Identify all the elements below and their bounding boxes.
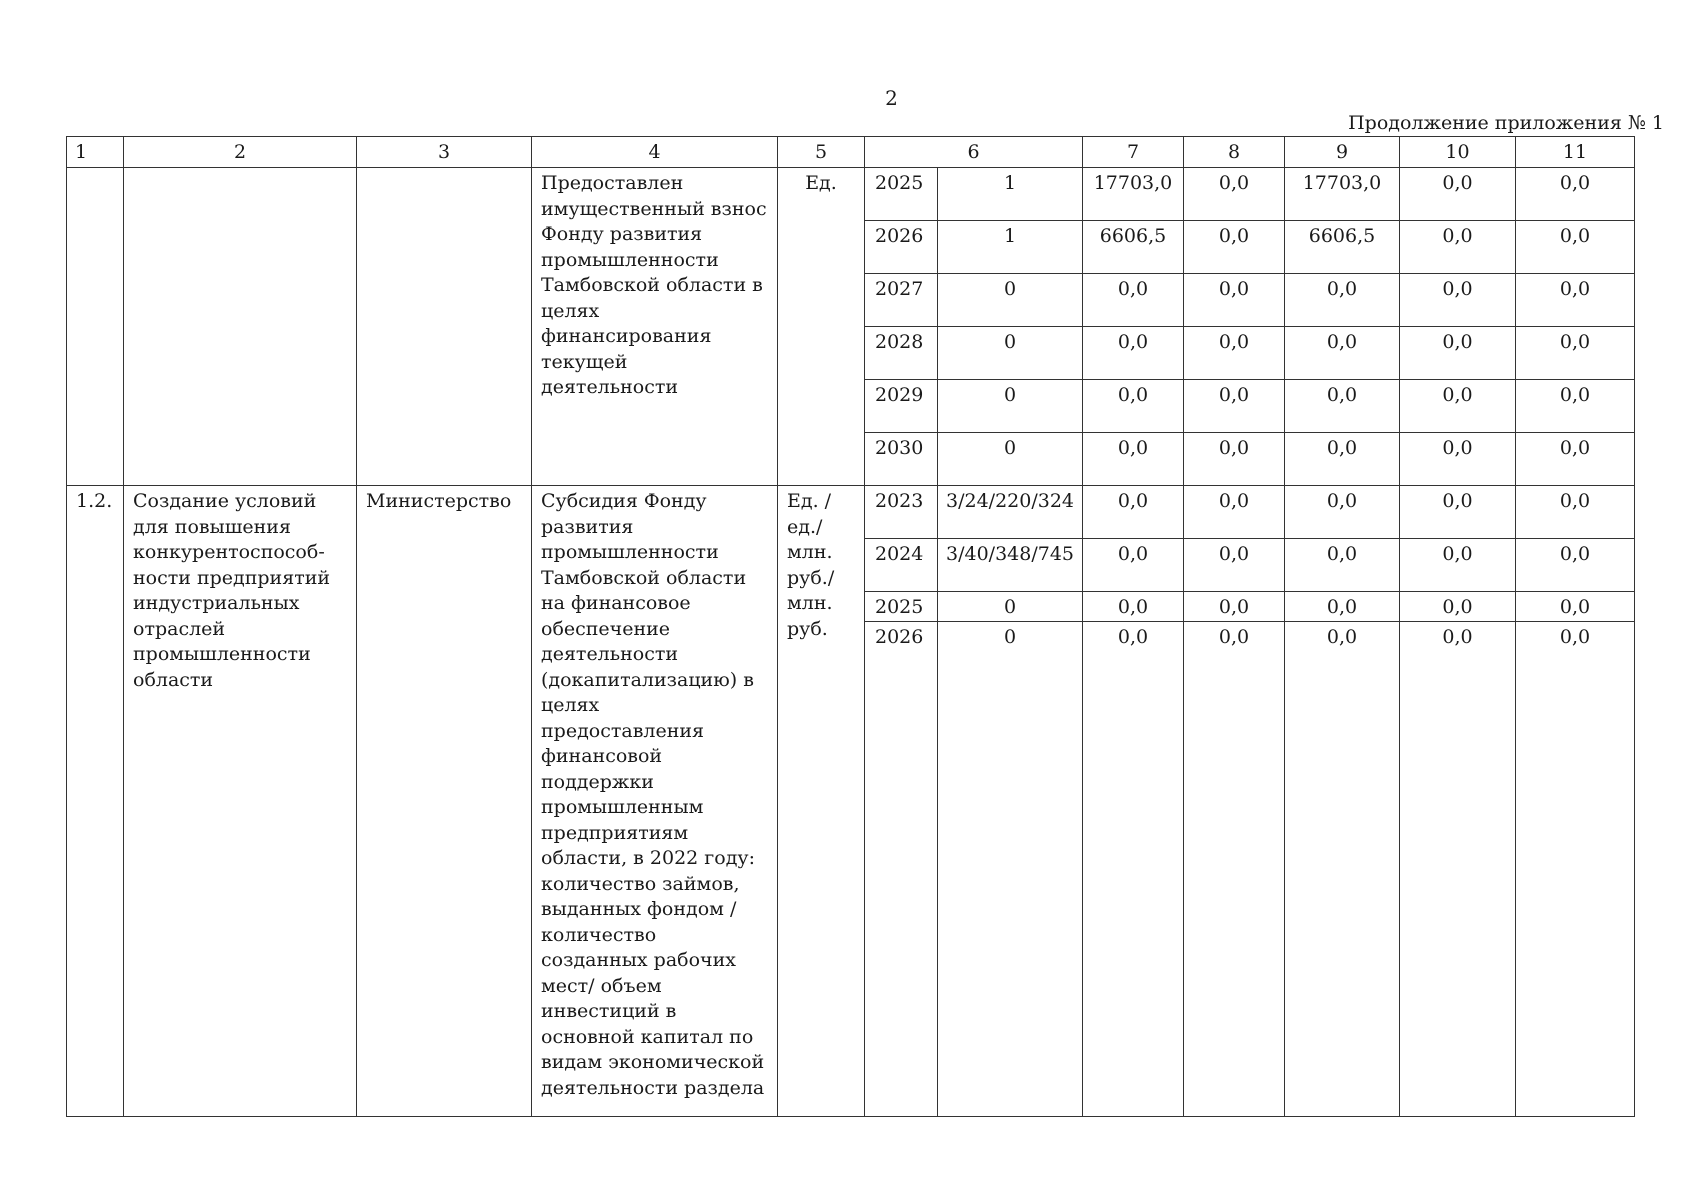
header-row [67,137,1635,168]
header-col-8: 8 [1184,137,1285,168]
value-cell: 0,0 [1400,433,1516,486]
value-cell: 0,0 [1400,168,1516,221]
continuation-note: Продолжение приложения № 1 [1348,112,1664,134]
value-cell: 0,0 [1184,221,1285,274]
value-cell: 0,0 [1285,380,1400,433]
header-col-2: 2 [124,137,357,168]
value-cell: 0 [938,433,1083,486]
value-cell: 0,0 [1285,327,1400,380]
header-col-1: 1 [67,137,124,168]
value-cell: 0,0 [1400,327,1516,380]
year-cell: 2024 [865,539,938,592]
year-cell: 2026 [865,221,938,274]
measure-name-cell [124,168,357,486]
value-cell: 0,0 [1516,621,1635,1116]
value-cell: 0 [938,380,1083,433]
value-cell: 0,0 [1400,592,1516,622]
value-cell: 0,0 [1516,539,1635,592]
year-cell: 2025 [865,592,938,622]
value-cell: 0,0 [1083,592,1184,622]
value-cell: 0,0 [1400,221,1516,274]
header-col-10: 10 [1400,137,1516,168]
value-cell: 0,0 [1184,168,1285,221]
row-number-cell: 1.2. [67,486,124,1117]
value-cell: 0,0 [1400,539,1516,592]
value-cell: 0,0 [1400,274,1516,327]
value-cell: 0 [938,592,1083,622]
table-row [67,168,1635,221]
value-cell: 0,0 [1083,539,1184,592]
value-cell: 0,0 [1184,621,1285,1116]
value-cell: 1 [938,221,1083,274]
row-number-cell [67,168,124,486]
value-cell: 0,0 [1285,592,1400,622]
value-cell: 0,0 [1083,621,1184,1116]
indicator-description: Субсидия Фонду развития промышленности Тамбовской области на финансовое обеспечение деятельности (докапитализацию) в целях предоставления финансовой поддержки промышленным предприятиям области, в 2022 году: количество займов, выданных фондом / количество созданных рабочих мест/ объем инвестиций в основной капитал по видам экономической деятельности раздела [532,486,778,1117]
value-cell: 0,0 [1516,433,1635,486]
year-cell: 2027 [865,274,938,327]
executor-cell [357,168,532,486]
value-cell: 0,0 [1083,486,1184,539]
table-row [67,486,1635,539]
value-cell: 0,0 [1184,433,1285,486]
value-cell: 17703,0 [1285,168,1400,221]
value-cell: 0,0 [1516,221,1635,274]
header-col-9: 9 [1285,137,1400,168]
value-cell: 0,0 [1285,621,1400,1116]
value-cell: 0,0 [1083,433,1184,486]
value-cell: 0 [938,274,1083,327]
value-cell: 3/40/348/745 [938,539,1083,592]
value-cell: 1 [938,168,1083,221]
header-col-7: 7 [1083,137,1184,168]
header-col-5: 5 [778,137,865,168]
executor-cell: Министерство [357,486,532,1117]
value-cell: 0,0 [1400,380,1516,433]
value-cell: 0,0 [1285,274,1400,327]
value-cell: 0,0 [1516,380,1635,433]
value-cell: 0,0 [1285,486,1400,539]
value-cell: 6606,5 [1285,221,1400,274]
unit-cell: Ед. [778,168,865,486]
value-cell: 0,0 [1184,486,1285,539]
value-cell: 0,0 [1516,486,1635,539]
value-cell: 0,0 [1083,274,1184,327]
indicator-description: Предоставлен имущественный взнос Фонду развития промышленности Тамбовской области в целях финансирования текущей деятельности [532,168,778,486]
value-cell: 0,0 [1083,380,1184,433]
year-cell: 2030 [865,433,938,486]
value-cell: 0,0 [1516,327,1635,380]
year-cell: 2025 [865,168,938,221]
value-cell: 0,0 [1285,539,1400,592]
value-cell: 0,0 [1184,380,1285,433]
value-cell: 0,0 [1083,327,1184,380]
year-cell: 2026 [865,621,938,1116]
value-cell: 6606,5 [1083,221,1184,274]
unit-cell: Ед. / ед./ млн. руб./ млн. руб. [778,486,865,1117]
value-cell: 0,0 [1285,433,1400,486]
value-cell: 0,0 [1516,168,1635,221]
value-cell: 0,0 [1184,327,1285,380]
year-cell: 2023 [865,486,938,539]
header-col-11: 11 [1516,137,1635,168]
value-cell: 3/24/220/324 [938,486,1083,539]
value-cell: 0,0 [1184,274,1285,327]
header-col-3: 3 [357,137,532,168]
value-cell: 0,0 [1184,592,1285,622]
header-col-4: 4 [532,137,778,168]
value-cell: 0,0 [1400,486,1516,539]
value-cell: 0,0 [1516,274,1635,327]
header-col-6: 6 [865,137,1083,168]
value-cell: 0,0 [1184,539,1285,592]
value-cell: 0,0 [1400,621,1516,1116]
year-cell: 2029 [865,380,938,433]
value-cell: 0 [938,327,1083,380]
value-cell: 0 [938,621,1083,1116]
measure-name-cell: Создание условий для повышения конкурентоспособности предприятий индустриальных отраслей промышленности области [124,486,357,1117]
value-cell: 17703,0 [1083,168,1184,221]
appendix-table [66,136,1635,1117]
page-number: 2 [885,86,898,110]
value-cell: 0,0 [1516,592,1635,622]
year-cell: 2028 [865,327,938,380]
